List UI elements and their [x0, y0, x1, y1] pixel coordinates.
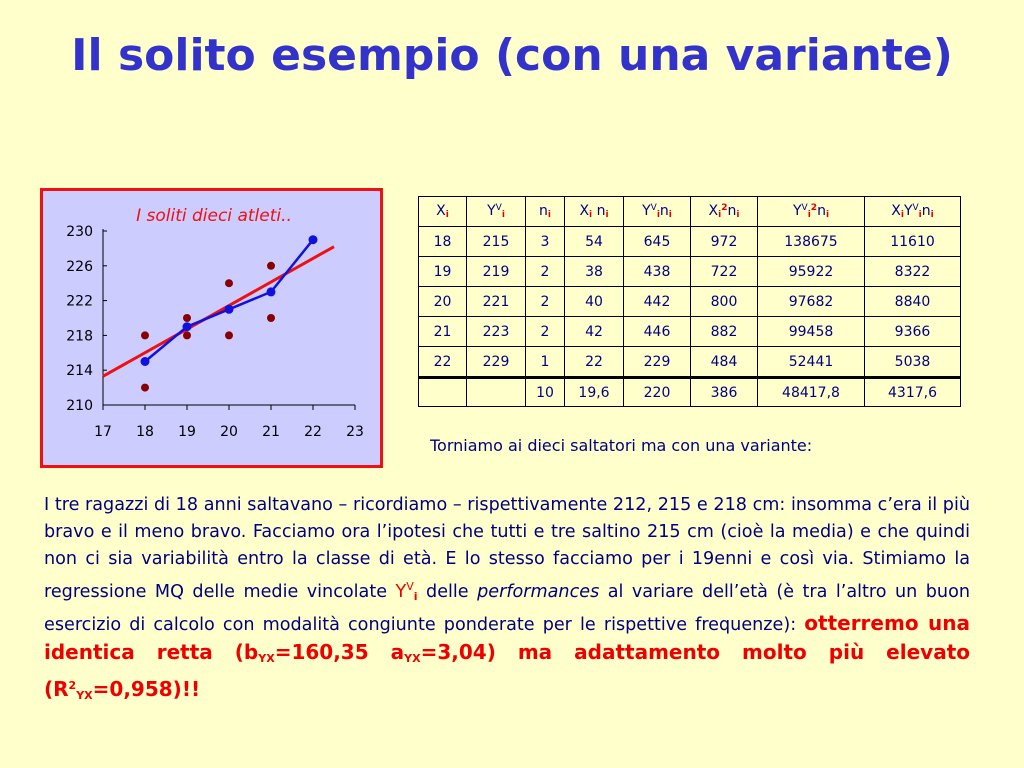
table-cell: 52441: [758, 347, 865, 378]
table-header-cell: [526, 197, 565, 227]
scatter-point: [183, 331, 191, 339]
header-sub: i: [605, 210, 609, 220]
table-cell: 97682: [758, 287, 865, 317]
header-sub: i: [589, 210, 593, 220]
table-row: [419, 347, 961, 378]
scatter-point: [225, 279, 233, 287]
table-cell: 38: [565, 257, 624, 287]
y-tick-label: 230: [66, 224, 93, 240]
header-power: 2: [721, 203, 728, 213]
header-symbol: X: [579, 203, 590, 219]
table-cell: 95922: [758, 257, 865, 287]
slide-title: Il solito esempio (con una variante): [71, 30, 953, 81]
table-cell: 484: [691, 347, 758, 378]
mean-point: [267, 287, 276, 296]
mean-point: [183, 322, 192, 331]
header-symbol: Y: [903, 203, 913, 219]
x-tick-label: 18: [136, 424, 154, 440]
header-sup: V: [650, 203, 657, 213]
scatter-point: [225, 331, 233, 339]
table-row: [419, 317, 961, 347]
table-cell: 18: [419, 227, 467, 257]
table-cell: 8840: [865, 287, 961, 317]
scatter-point: [267, 314, 275, 322]
table-cell: 8322: [865, 257, 961, 287]
table-cell: 3: [526, 227, 565, 257]
paragraph-text-3: al variare dell’età (è tra l’altro un buon esercizio di calcolo con modalità congiunte ponderate per le rispettive frequenze):: [44, 582, 970, 635]
header-symbol: n: [921, 203, 931, 219]
header-symbol: X: [436, 203, 446, 219]
table-cell: 645: [624, 227, 691, 257]
header-sub: i: [668, 210, 672, 220]
result-part-1: otterremo una identica retta (b: [44, 611, 971, 664]
header-symbol: n: [659, 203, 669, 219]
table-cell: 54: [565, 227, 624, 257]
table-cell: 4317,6: [865, 378, 961, 407]
totals-row: [419, 378, 961, 407]
table-cell: 40: [565, 287, 624, 317]
y-main: Y: [395, 582, 407, 602]
header-sub: i: [807, 210, 811, 220]
scatter-chart: [43, 191, 386, 471]
table-header-row: [419, 197, 961, 227]
header-symbol: Y: [792, 203, 802, 219]
table-cell: 22: [419, 347, 467, 378]
table-cell: 220: [624, 378, 691, 407]
table-cell: 442: [624, 287, 691, 317]
means-line: [145, 240, 313, 362]
chart-title: I soliti dieci atleti..: [136, 206, 292, 226]
table-cell: 446: [624, 317, 691, 347]
table-cell: 19,6: [565, 378, 624, 407]
result-part-3: =3,04) ma adattamento molto più elevato (R: [44, 640, 970, 701]
y-tick-label: 222: [66, 293, 93, 310]
table-cell: 21: [419, 317, 467, 347]
explanation-paragraph: [44, 492, 970, 709]
scatter-point: [183, 314, 191, 322]
performances-word: performances: [477, 582, 600, 602]
table-cell: 48417,8: [758, 378, 865, 407]
mean-point: [141, 357, 150, 366]
header-sub: i: [900, 210, 904, 220]
x-tick-label: 23: [346, 424, 364, 440]
table-cell: 5038: [865, 347, 961, 378]
header-symbol: n: [539, 203, 548, 219]
y-sub: i: [413, 590, 418, 603]
header-symbol: Y: [642, 203, 651, 219]
table-cell: 215: [467, 227, 526, 257]
result-sub-3: YX: [76, 689, 93, 702]
x-tick-label: 20: [220, 424, 238, 440]
table-header-cell: [565, 197, 624, 227]
table-cell: 2: [526, 287, 565, 317]
header-sub: i: [736, 210, 740, 220]
y-tick-label: 210: [66, 398, 93, 414]
table-cell: 11610: [865, 227, 961, 257]
x-tick-label: 19: [178, 424, 196, 440]
header-sub: i: [718, 210, 722, 220]
header-sup: V: [801, 203, 808, 213]
header-sub: i: [656, 210, 660, 220]
header-sub: i: [825, 210, 830, 220]
table-cell: [467, 378, 526, 407]
table-header-cell: [691, 197, 758, 227]
data-table: [418, 196, 961, 407]
x-tick-label: 22: [304, 424, 322, 440]
scatter-point: [267, 262, 275, 270]
header-symbol: n: [727, 203, 737, 219]
table-row: [419, 287, 961, 317]
header-sub: i: [918, 210, 922, 220]
header-sup: V: [495, 203, 502, 213]
header-power: 2: [810, 203, 818, 213]
table-cell: 99458: [758, 317, 865, 347]
result-sub-1: YX: [258, 652, 275, 665]
table-cell: [419, 378, 467, 407]
paragraph-text-1: I tre ragazzi di 18 anni saltavano – ricordiamo – rispettivamente 212, 215 e 218 cm: insomma c’era il più bravo e il meno bravo. Facciamo ora l’ipotesi che tutti e tre saltino 215 cm (cioè la media) e che quindi non ci sia variabilità entro la classe di età. E lo stesso facciamo per i 19enni e così via. Stimiamo la regressione MQ delle medie vincolate: [44, 495, 970, 602]
header-sub: i: [547, 210, 551, 220]
table-cell: 800: [691, 287, 758, 317]
table-cell: 20: [419, 287, 467, 317]
scatter-point: [141, 331, 149, 339]
table-cell: 722: [691, 257, 758, 287]
table-cell: 1: [526, 347, 565, 378]
result-sub-2: YX: [404, 652, 421, 665]
table-cell: 386: [691, 378, 758, 407]
result-part-2: =160,35 a: [274, 640, 405, 664]
scatter-point: [141, 384, 149, 392]
mean-point: [309, 235, 318, 244]
header-symbol: Y: [487, 203, 496, 219]
result-part-4: =0,958)!!: [92, 677, 201, 701]
x-tick-label: 17: [94, 424, 112, 440]
table-header-cell: [419, 197, 467, 227]
table-cell: 882: [691, 317, 758, 347]
y-sup: V: [406, 580, 414, 593]
table-cell: 972: [691, 227, 758, 257]
y-tick-label: 218: [66, 328, 93, 345]
header-sub: i: [501, 210, 505, 220]
header-sub: i: [445, 210, 449, 220]
table-cell: 438: [624, 257, 691, 287]
result-sup-2: 2: [68, 679, 77, 692]
table-cell: 19: [419, 257, 467, 287]
mean-point: [225, 305, 234, 314]
caption: Torniamo ai dieci saltatori ma con una variante:: [430, 436, 813, 455]
table-cell: 229: [467, 347, 526, 378]
table-cell: 2: [526, 257, 565, 287]
header-symbol: n: [817, 203, 826, 219]
table-cell: 42: [565, 317, 624, 347]
chart-panel: [40, 188, 383, 468]
table-cell: 223: [467, 317, 526, 347]
table-cell: 2: [526, 317, 565, 347]
table-cell: 138675: [758, 227, 865, 257]
header-sub: i: [930, 210, 934, 220]
table-cell: 10: [526, 378, 565, 407]
table-cell: 9366: [865, 317, 961, 347]
y-tick-label: 226: [66, 258, 93, 275]
table-header-cell: [865, 197, 961, 227]
table-cell: 22: [565, 347, 624, 378]
table-row: [419, 227, 961, 257]
header-symbol: X: [708, 203, 719, 219]
x-tick-label: 21: [262, 424, 280, 440]
header-symbol: n: [592, 203, 606, 219]
table-cell: 229: [624, 347, 691, 378]
y-tick-label: 214: [66, 363, 93, 380]
table-row: [419, 257, 961, 287]
table-cell: 219: [467, 257, 526, 287]
table-cell: 221: [467, 287, 526, 317]
header-symbol: X: [891, 203, 901, 219]
table-header-cell: [467, 197, 526, 227]
paragraph-text-2: delle: [417, 582, 478, 602]
regression-line: [103, 247, 334, 377]
table-header-cell: [758, 197, 865, 227]
y-symbol: [396, 582, 418, 602]
table-header-cell: [624, 197, 691, 227]
header-sup: V: [912, 203, 919, 213]
